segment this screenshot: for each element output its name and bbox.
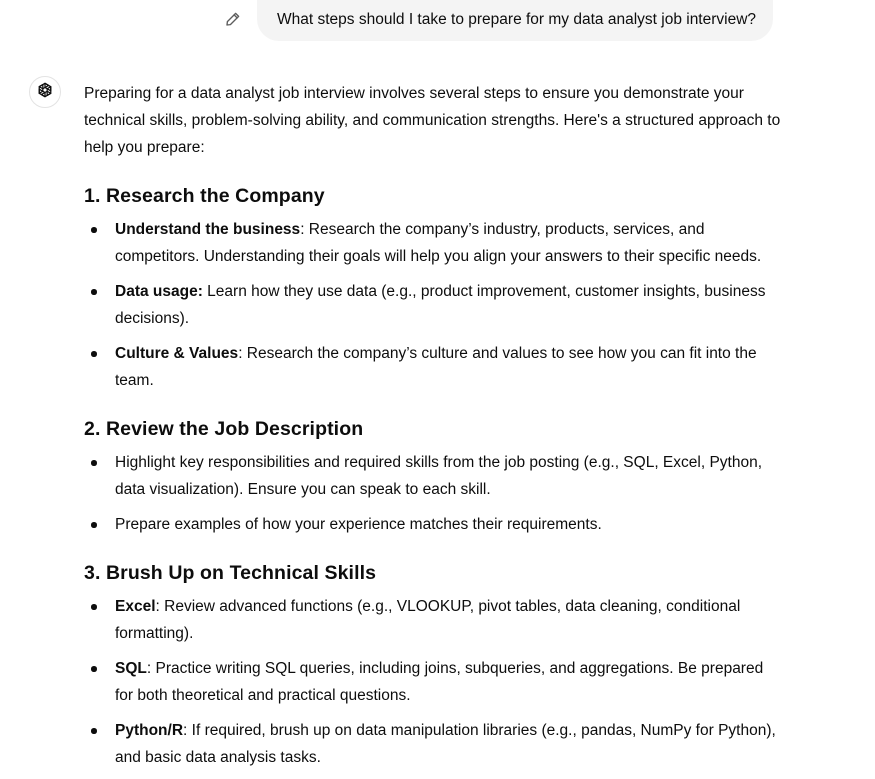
list-item-bold: Python/R bbox=[115, 722, 184, 739]
list-item-text: Highlight key responsibilities and required skills from the job posting (e.g., SQL, Excel, Python, data visualization). Ensure you can speak to each skill. bbox=[115, 454, 763, 498]
list-item bbox=[84, 655, 784, 709]
user-message-bubble: What steps should I take to prepare for my data analyst job interview? bbox=[257, 0, 773, 41]
list-item bbox=[84, 216, 784, 270]
openai-logo-icon bbox=[35, 80, 55, 105]
list-item-text: : Research the company’s culture and values to see how you can fit into the team. bbox=[115, 345, 757, 389]
bullet-list bbox=[84, 449, 784, 538]
list-item bbox=[84, 340, 784, 394]
list-item bbox=[84, 278, 784, 332]
section-heading: 1. Research the Company bbox=[84, 185, 325, 207]
list-item-text: Prepare examples of how your experience matches their requirements. bbox=[115, 516, 602, 533]
intro-paragraph: Preparing for a data analyst job interview involves several steps to ensure you demonstrate your technical skills, problem-solving ability, and communication strengths. Here's a structured approach to help you prepare: bbox=[84, 85, 781, 156]
list-item-text: : Research the company’s industry, products, services, and competitors. Understanding their goals will help you align your answers to their specific needs. bbox=[115, 221, 762, 265]
section-heading: 3. Brush Up on Technical Skills bbox=[84, 562, 377, 584]
list-item-bold: Culture & Values bbox=[115, 345, 239, 362]
list-item-bold: SQL bbox=[115, 660, 147, 677]
pencil-icon[interactable] bbox=[224, 10, 242, 28]
assistant-avatar bbox=[29, 76, 61, 108]
list-item-bold: Understand the business bbox=[115, 221, 301, 238]
list-item-bold: Data usage: bbox=[115, 283, 203, 300]
list-item-bold: Excel bbox=[115, 598, 156, 615]
list-item-text: : Practice writing SQL queries, including joins, subqueries, and aggregations. Be prepared for both theoretical and practical questions. bbox=[115, 660, 764, 704]
list-item bbox=[84, 717, 784, 771]
list-item bbox=[84, 511, 784, 538]
bullet-list bbox=[84, 593, 784, 771]
section-heading: 2. Review the Job Description bbox=[84, 418, 364, 440]
list-item-text: : Review advanced functions (e.g., VLOOKUP, pivot tables, data cleaning, conditional formatting). bbox=[115, 598, 741, 642]
list-item-text: Learn how they use data (e.g., product improvement, customer insights, business decisions). bbox=[115, 283, 766, 327]
assistant-response bbox=[84, 80, 784, 779]
user-message-row bbox=[0, 0, 875, 42]
list-item-text: : If required, brush up on data manipulation libraries (e.g., pandas, NumPy for Python), and basic data analysis tasks. bbox=[115, 722, 776, 766]
list-item bbox=[84, 449, 784, 503]
bullet-list bbox=[84, 216, 784, 394]
list-item bbox=[84, 593, 784, 647]
